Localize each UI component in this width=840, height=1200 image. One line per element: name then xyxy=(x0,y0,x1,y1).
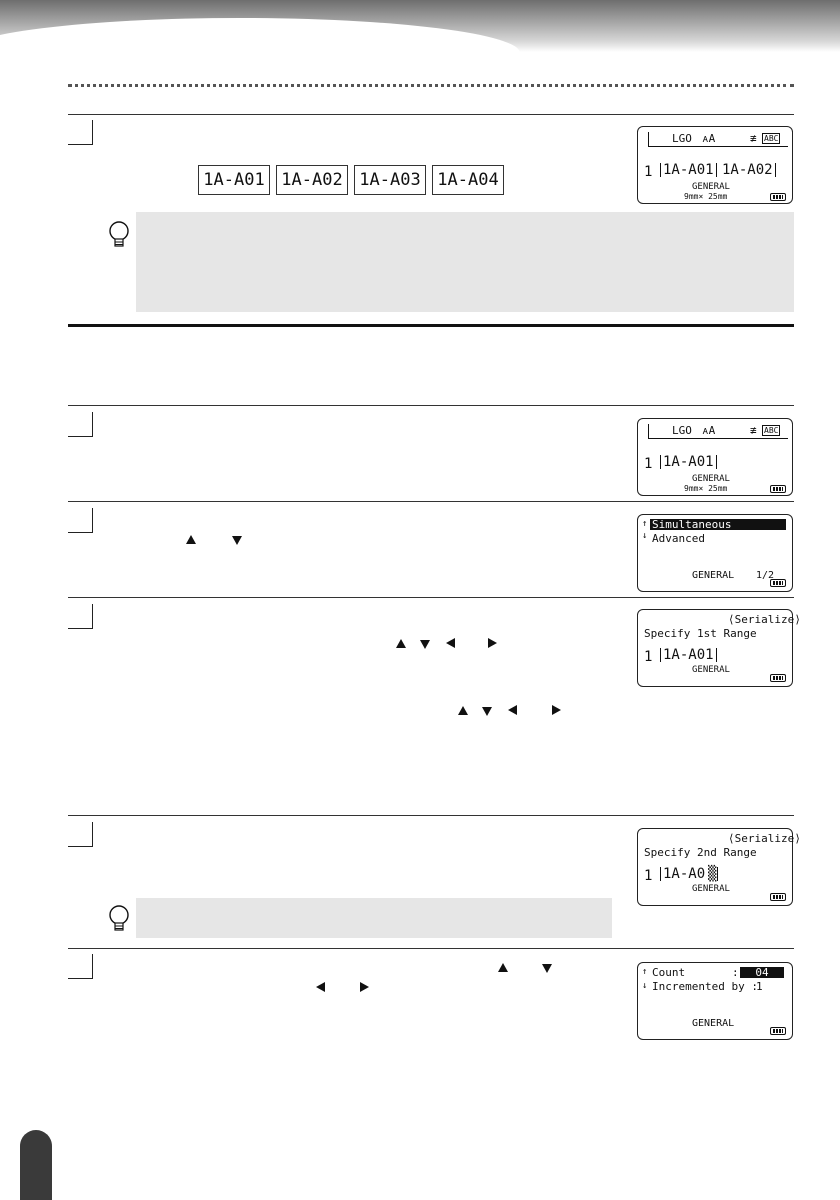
lcd-label-type: GENERAL xyxy=(692,182,730,192)
lcd-block: 1A-A0 xyxy=(660,867,705,881)
lcd-screen xyxy=(637,514,793,592)
lcd-block: 1A-A01 xyxy=(660,455,717,469)
align-icon: ≢ xyxy=(750,132,757,145)
setting-label: Incremented by : xyxy=(652,980,758,993)
lcd-prompt: Specify 1st Range xyxy=(644,627,757,640)
step-marker xyxy=(68,120,93,145)
setting-separator: : xyxy=(732,966,739,979)
lcd-block: 1A-A02 xyxy=(720,163,776,177)
down-arrow-key-icon xyxy=(420,640,430,649)
battery-icon xyxy=(770,1027,786,1035)
lcd-underline xyxy=(648,438,788,439)
scroll-up-icon: ↑ xyxy=(642,967,648,977)
lcd-underline xyxy=(648,146,788,147)
dotted-rule xyxy=(68,84,794,87)
lcd-label-type: GENERAL xyxy=(692,570,735,581)
lcd-screen xyxy=(637,962,793,1040)
lcd-abc: ABC xyxy=(764,426,779,435)
lcd-line-number: 1 xyxy=(644,649,653,665)
step-marker xyxy=(68,412,93,437)
right-arrow-key-icon xyxy=(552,705,561,715)
header-curve xyxy=(0,18,520,88)
step-divider xyxy=(68,597,794,598)
step-divider xyxy=(68,114,794,115)
step-marker xyxy=(68,954,93,979)
label-sample: 1A-A03 xyxy=(354,165,426,195)
step-divider xyxy=(68,815,794,816)
section-divider xyxy=(68,324,794,327)
lcd-size-indicator: ᴀA xyxy=(702,424,716,437)
lcd-label-type: GENERAL xyxy=(692,1018,735,1029)
lightbulb-icon xyxy=(106,904,132,934)
tip-box xyxy=(136,898,612,938)
menu-option: Advanced xyxy=(652,532,705,545)
lcd-screen xyxy=(637,828,801,906)
right-arrow-key-icon xyxy=(360,982,369,992)
down-arrow-key-icon xyxy=(482,707,492,716)
lcd-cursor-bar xyxy=(648,424,649,438)
battery-icon xyxy=(770,485,786,493)
tip-box xyxy=(136,212,794,312)
step-marker xyxy=(68,604,93,629)
lcd-label-type: GENERAL xyxy=(692,474,730,484)
step-divider xyxy=(68,405,794,406)
label-sample: 1A-A01 xyxy=(198,165,270,195)
lcd-tape-size: 9mm× 25mm xyxy=(684,484,728,493)
lcd-cursor: ▒ xyxy=(708,866,717,882)
lcd-size-indicator: ᴀA xyxy=(702,132,716,145)
lcd-font: LGO xyxy=(672,424,692,437)
step-divider xyxy=(68,948,794,949)
up-arrow-key-icon xyxy=(458,706,468,715)
battery-icon xyxy=(770,893,786,901)
lcd-line-number: 1 xyxy=(644,456,653,472)
left-arrow-key-icon xyxy=(508,705,517,715)
lcd-screen xyxy=(637,126,793,204)
down-arrow-key-icon xyxy=(542,964,552,973)
lcd-label-type: GENERAL xyxy=(692,884,730,894)
down-arrow-key-icon xyxy=(232,536,242,545)
battery-icon xyxy=(770,579,786,587)
lcd-mode: ⟨Serialize⟩ xyxy=(728,832,801,845)
menu-option-selected: Simultaneous xyxy=(650,519,786,530)
step-divider xyxy=(68,501,794,502)
lcd-abc: ABC xyxy=(764,134,779,143)
scroll-down-icon: ↓ xyxy=(642,981,648,991)
lcd-block: 1A-A01 xyxy=(660,648,717,662)
left-arrow-key-icon xyxy=(446,638,455,648)
lcd-mode: ⟨Serialize⟩ xyxy=(728,613,801,626)
battery-icon xyxy=(770,674,786,682)
setting-value-selected: 04 xyxy=(740,967,784,978)
lcd-block: 1A-A01 xyxy=(660,163,717,177)
setting-value: 1 xyxy=(756,980,763,993)
label-sample: 1A-A04 xyxy=(432,165,504,195)
lcd-tape-size: 9mm× 25mm xyxy=(684,192,728,201)
step-marker xyxy=(68,822,93,847)
lightbulb-icon xyxy=(106,220,132,250)
align-icon: ≢ xyxy=(750,424,757,437)
lcd-page-indicator: 1/2 xyxy=(756,570,775,581)
setting-label: Count xyxy=(652,966,686,979)
lcd-font: LGO xyxy=(672,132,692,145)
lcd-label-type: GENERAL xyxy=(692,665,730,675)
lcd-screen xyxy=(637,418,793,496)
battery-icon xyxy=(770,193,786,201)
lcd-prompt: Specify 2nd Range xyxy=(644,846,757,859)
up-arrow-key-icon xyxy=(498,963,508,972)
lcd-screen xyxy=(637,609,801,687)
lcd-line-number: 1 xyxy=(644,164,653,180)
lcd-cursor-bar xyxy=(648,132,649,146)
lcd-line-number: 1 xyxy=(644,868,653,884)
step-marker xyxy=(68,508,93,533)
scroll-down-icon: ↓ xyxy=(642,531,648,541)
right-arrow-key-icon xyxy=(488,638,497,648)
scroll-up-icon: ↑ xyxy=(642,519,648,529)
label-sample: 1A-A02 xyxy=(276,165,348,195)
left-arrow-key-icon xyxy=(316,982,325,992)
up-arrow-key-icon xyxy=(396,639,406,648)
up-arrow-key-icon xyxy=(186,535,196,544)
